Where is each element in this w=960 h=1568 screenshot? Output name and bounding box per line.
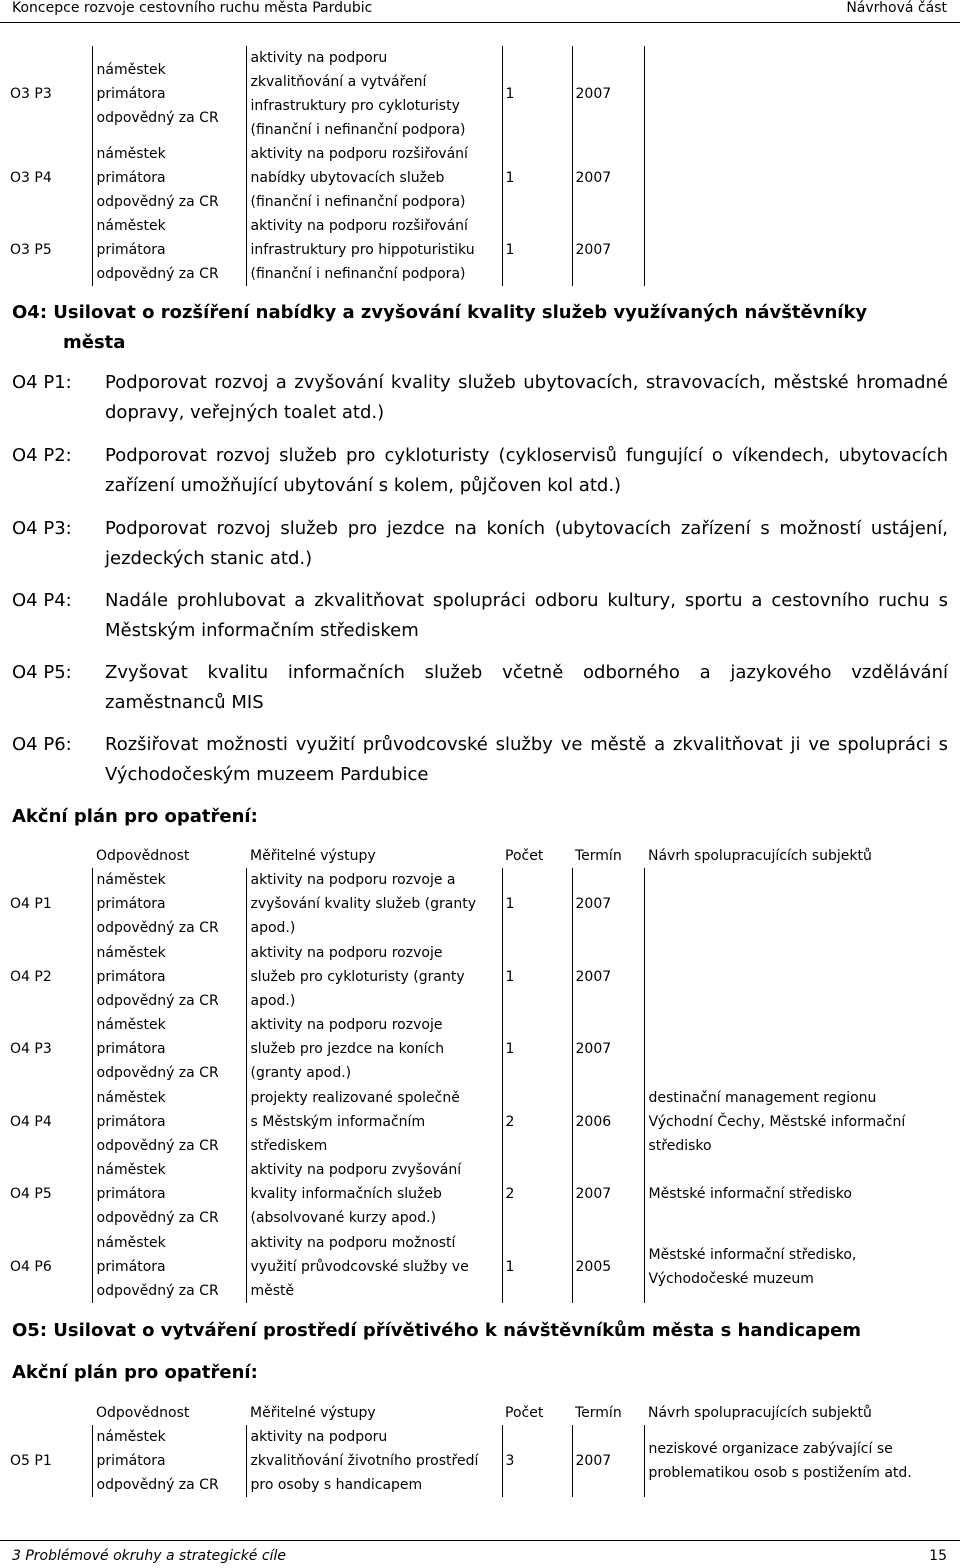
responsibility-cell-line: náměstek xyxy=(96,1429,166,1445)
outputs-cell-line: aktivity na podporu rozvoje xyxy=(250,1017,443,1033)
term-cell: 2007 xyxy=(572,1425,644,1497)
responsibility-cell-line: primátora xyxy=(96,968,166,985)
responsibility-cell-line: náměstek xyxy=(96,1017,166,1033)
col-responsibility-header: Odpovědnost xyxy=(96,848,190,864)
responsibility-cell xyxy=(92,1158,246,1230)
responsibility-cell-line: odpovědný za CR xyxy=(96,1065,219,1081)
responsibility-cell-line: primátora xyxy=(96,1258,166,1275)
outputs-cell-line: infrastruktury pro hippoturistiku xyxy=(250,242,475,258)
outputs-cell-line: pro osoby s handicapem xyxy=(250,1477,423,1493)
footer-chapter: 3 Problémové okruhy a strategické cíle xyxy=(12,1548,286,1564)
outputs-cell xyxy=(246,214,502,286)
o3-action-table xyxy=(0,46,960,286)
table-row xyxy=(0,1230,960,1303)
table-row xyxy=(0,214,960,286)
col-partners-header: Návrh spolupracujících subjektů xyxy=(648,848,872,864)
term-cell: 2007 xyxy=(572,940,644,1013)
point-text: Nadále prohlubovat a zkvalitňovat spolupráci odboru kultury, sportu a cestovního ruchu s Městským informačním střediskem xyxy=(105,590,948,641)
o4-action-plan-heading: Akční plán pro opatření: xyxy=(12,806,258,827)
point-text: Zvyšovat kvalitu informačních služeb včetně odborného a jazykového vzdělávání zaměstnanců MIS xyxy=(105,662,948,713)
term-cell: 2007 xyxy=(572,46,644,142)
count-cell: 2 xyxy=(502,1158,572,1230)
term-cell: 2007 xyxy=(572,1158,644,1230)
count-cell: 1 xyxy=(502,46,572,142)
measure-id: O3 P5 xyxy=(10,242,52,258)
partners-cell xyxy=(644,1425,960,1497)
partners-cell-line: destinační management regionu xyxy=(648,1089,877,1106)
partners-cell-line: středisko xyxy=(648,1137,712,1154)
outputs-cell-line: zkvalitňování životního prostředí xyxy=(250,1453,479,1469)
count-cell: 1 xyxy=(502,142,572,214)
measure-id: O4 P6 xyxy=(10,1258,52,1275)
table-row xyxy=(0,1013,960,1085)
point-label: O4 P1: xyxy=(12,372,72,393)
header-rule xyxy=(0,22,960,23)
measure-id: O3 P3 xyxy=(10,86,52,102)
responsibility-cell-line: náměstek xyxy=(96,146,166,162)
o4-heading-line2: města xyxy=(63,332,126,353)
outputs-cell-line: aktivity na podporu rozvoje xyxy=(250,944,443,961)
responsibility-cell-line: náměstek xyxy=(96,944,166,961)
measure-id: O4 P1 xyxy=(10,896,52,912)
o5-heading: O5: Usilovat o vytváření prostředí přívětivého k návštěvníkům města s handicapem xyxy=(12,1320,862,1341)
o5-action-table xyxy=(0,1400,960,1497)
responsibility-cell-line: náměstek xyxy=(96,62,166,78)
table-row xyxy=(0,940,960,1013)
o4-heading-line1: O4: Usilovat o rozšíření nabídky a zvyšování kvality služeb využívaných návštěvníky xyxy=(12,302,868,323)
count-cell: 1 xyxy=(502,940,572,1013)
header-blank-cell xyxy=(0,843,92,868)
point-text: Podporovat rozvoj služeb pro jezdce na koních (ubytovacích zařízení s možností ustájení, jezdeckých stanic atd.) xyxy=(105,518,948,569)
point-item xyxy=(12,441,948,501)
outputs-cell-line: apod.) xyxy=(250,920,296,936)
responsibility-cell xyxy=(92,214,246,286)
responsibility-cell-line: primátora xyxy=(96,1041,166,1057)
responsibility-cell-line: náměstek xyxy=(96,1234,166,1251)
outputs-cell-line: infrastruktury pro cykloturisty xyxy=(250,98,460,114)
table-row xyxy=(0,1085,960,1158)
responsibility-cell-line: náměstek xyxy=(96,1162,166,1178)
point-label: O4 P4: xyxy=(12,590,72,611)
count-cell: 1 xyxy=(502,868,572,940)
table-row xyxy=(0,868,960,940)
responsibility-cell-line: primátora xyxy=(96,896,166,912)
count-cell: 1 xyxy=(502,214,572,286)
o4-action-table xyxy=(0,843,960,1303)
outputs-cell-line: zvyšování kvality služeb (granty xyxy=(250,896,477,912)
outputs-cell xyxy=(246,1013,502,1085)
table-row xyxy=(0,46,960,142)
outputs-cell-line: aktivity na podporu možností xyxy=(250,1234,456,1251)
col-count-header: Počet xyxy=(505,848,544,864)
responsibility-cell xyxy=(92,940,246,1013)
responsibility-cell-line: odpovědný za CR xyxy=(96,266,219,282)
page-header xyxy=(0,0,960,20)
outputs-cell-line: zkvalitňování a vytváření xyxy=(250,74,427,90)
table-row xyxy=(0,1425,960,1497)
partners-cell-line: Městské informační středisko xyxy=(648,1186,852,1202)
responsibility-cell-line: primátora xyxy=(96,1186,166,1202)
count-cell: 1 xyxy=(502,1013,572,1085)
count-cell: 2 xyxy=(502,1085,572,1158)
point-label: O4 P3: xyxy=(12,518,72,539)
partners-cell xyxy=(644,868,960,940)
col-count-header: Počet xyxy=(505,1405,544,1421)
term-cell: 2006 xyxy=(572,1085,644,1158)
partners-cell xyxy=(644,46,960,142)
responsibility-cell xyxy=(92,1085,246,1158)
responsibility-cell xyxy=(92,1013,246,1085)
point-text: Podporovat rozvoj služeb pro cykloturisty (cykloservisů fungující o víkendech, ubytovacích zařízení umožňující ubytování s kolem, půjčoven kol atd.) xyxy=(105,445,948,496)
col-partners-header: Návrh spolupracujících subjektů xyxy=(648,1405,872,1421)
partners-cell xyxy=(644,1158,960,1230)
table-header-row xyxy=(0,843,960,868)
partners-cell xyxy=(644,214,960,286)
section-name: Návrhová část xyxy=(846,0,947,16)
term-cell: 2007 xyxy=(572,214,644,286)
partners-cell-line: Městské informační středisko, xyxy=(648,1246,857,1263)
point-label: O4 P6: xyxy=(12,734,72,755)
outputs-cell-line: aktivity na podporu zvyšování xyxy=(250,1162,462,1178)
partners-cell xyxy=(644,940,960,1013)
outputs-cell-line: aktivity na podporu xyxy=(250,1429,388,1445)
term-cell: 2007 xyxy=(572,142,644,214)
responsibility-cell-line: odpovědný za CR xyxy=(96,110,219,126)
outputs-cell-line: s Městským informačním xyxy=(250,1113,426,1130)
table-row xyxy=(0,1158,960,1230)
responsibility-cell xyxy=(92,142,246,214)
measure-id: O3 P4 xyxy=(10,170,52,186)
responsibility-cell-line: primátora xyxy=(96,1113,166,1130)
partners-cell-line: Východočeské muzeum xyxy=(648,1270,814,1287)
measure-id: O4 P2 xyxy=(10,968,52,985)
point-item xyxy=(12,586,948,646)
responsibility-cell-line: primátora xyxy=(96,170,166,186)
outputs-cell xyxy=(246,1085,502,1158)
count-cell: 1 xyxy=(502,1230,572,1303)
point-item xyxy=(12,730,948,790)
outputs-cell-line: (absolvované kurzy apod.) xyxy=(250,1210,437,1226)
point-item xyxy=(12,658,948,718)
outputs-cell xyxy=(246,868,502,940)
responsibility-cell-line: primátora xyxy=(96,242,166,258)
point-label: O4 P2: xyxy=(12,445,72,466)
page-number: 15 xyxy=(929,1548,947,1564)
measure-id: O4 P3 xyxy=(10,1041,52,1057)
outputs-cell-line: (finanční i nefinanční podpora) xyxy=(250,194,466,210)
responsibility-cell-line: odpovědný za CR xyxy=(96,194,219,210)
responsibility-cell xyxy=(92,46,246,142)
partners-cell-line: problematikou osob s postižením atd. xyxy=(648,1465,912,1481)
outputs-cell-line: využití průvodcovské služby ve xyxy=(250,1258,469,1275)
outputs-cell-line: apod.) xyxy=(250,992,296,1009)
outputs-cell-line: aktivity na podporu rozvoje a xyxy=(250,872,456,888)
partners-cell xyxy=(644,1013,960,1085)
partners-cell xyxy=(644,142,960,214)
document-title: Koncepce rozvoje cestovního ruchu města Pardubic xyxy=(12,0,373,16)
outputs-cell-line: služeb pro jezdce na koních xyxy=(250,1041,445,1057)
col-term-header: Termín xyxy=(575,1405,622,1421)
col-responsibility-header: Odpovědnost xyxy=(96,1405,190,1421)
col-term-header: Termín xyxy=(575,848,622,864)
outputs-cell-line: (granty apod.) xyxy=(250,1065,352,1081)
partners-cell-line: neziskové organizace zabývající se xyxy=(648,1441,893,1457)
outputs-cell xyxy=(246,1425,502,1497)
measure-id: O4 P5 xyxy=(10,1186,52,1202)
outputs-cell xyxy=(246,142,502,214)
measure-id: O4 P4 xyxy=(10,1113,52,1130)
outputs-cell-line: služeb pro cykloturisty (granty xyxy=(250,968,465,985)
partners-cell xyxy=(644,1085,960,1158)
outputs-cell-line: městě xyxy=(250,1282,295,1299)
responsibility-cell xyxy=(92,1230,246,1303)
responsibility-cell xyxy=(92,1425,246,1497)
partners-cell xyxy=(644,1230,960,1303)
responsibility-cell-line: odpovědný za CR xyxy=(96,1137,219,1154)
term-cell: 2007 xyxy=(572,1013,644,1085)
responsibility-cell-line: primátora xyxy=(96,86,166,102)
point-label: O4 P5: xyxy=(12,662,72,683)
responsibility-cell-line: odpovědný za CR xyxy=(96,992,219,1009)
term-cell: 2007 xyxy=(572,868,644,940)
col-outputs-header: Měřitelné výstupy xyxy=(250,1405,376,1421)
responsibility-cell-line: náměstek xyxy=(96,218,166,234)
outputs-cell-line: (finanční i nefinanční podpora) xyxy=(250,122,466,138)
responsibility-cell xyxy=(92,868,246,940)
table-header-row xyxy=(0,1400,960,1425)
table-row xyxy=(0,142,960,214)
point-item xyxy=(12,368,948,428)
point-text: Rozšiřovat možnosti využití průvodcovské služby ve městě a zkvalitňovat ji ve spolupráci s Východočeským muzeem Pardubice xyxy=(105,734,948,785)
outputs-cell-line: projekty realizované společně xyxy=(250,1089,460,1106)
responsibility-cell-line: náměstek xyxy=(96,1089,166,1106)
o5-action-plan-heading: Akční plán pro opatření: xyxy=(12,1362,258,1383)
header-blank-cell xyxy=(0,1400,92,1425)
outputs-cell-line: aktivity na podporu rozšiřování xyxy=(250,146,468,162)
responsibility-cell-line: odpovědný za CR xyxy=(96,920,219,936)
responsibility-cell-line: primátora xyxy=(96,1453,166,1469)
responsibility-cell-line: odpovědný za CR xyxy=(96,1210,219,1226)
outputs-cell xyxy=(246,1230,502,1303)
point-text: Podporovat rozvoj a zvyšování kvality služeb ubytovacích, stravovacích, městské hromadné dopravy, veřejných toalet atd.) xyxy=(105,372,948,423)
col-outputs-header: Měřitelné výstupy xyxy=(250,848,376,864)
outputs-cell-line: střediskem xyxy=(250,1137,328,1154)
count-cell: 3 xyxy=(502,1425,572,1497)
outputs-cell-line: (finanční i nefinanční podpora) xyxy=(250,266,466,282)
responsibility-cell-line: náměstek xyxy=(96,872,166,888)
term-cell: 2005 xyxy=(572,1230,644,1303)
outputs-cell xyxy=(246,46,502,142)
responsibility-cell-line: odpovědný za CR xyxy=(96,1282,219,1299)
responsibility-cell-line: odpovědný za CR xyxy=(96,1477,219,1493)
point-item xyxy=(12,514,948,574)
partners-cell-line: Východní Čechy, Městské informační xyxy=(648,1113,906,1130)
outputs-cell-line: aktivity na podporu rozšiřování xyxy=(250,218,468,234)
outputs-cell-line: kvality informačních služeb xyxy=(250,1186,442,1202)
outputs-cell-line: aktivity na podporu xyxy=(250,50,388,66)
outputs-cell xyxy=(246,940,502,1013)
measure-id: O5 P1 xyxy=(10,1453,52,1469)
outputs-cell xyxy=(246,1158,502,1230)
footer-rule xyxy=(0,1540,960,1541)
outputs-cell-line: nabídky ubytovacích služeb xyxy=(250,170,445,186)
